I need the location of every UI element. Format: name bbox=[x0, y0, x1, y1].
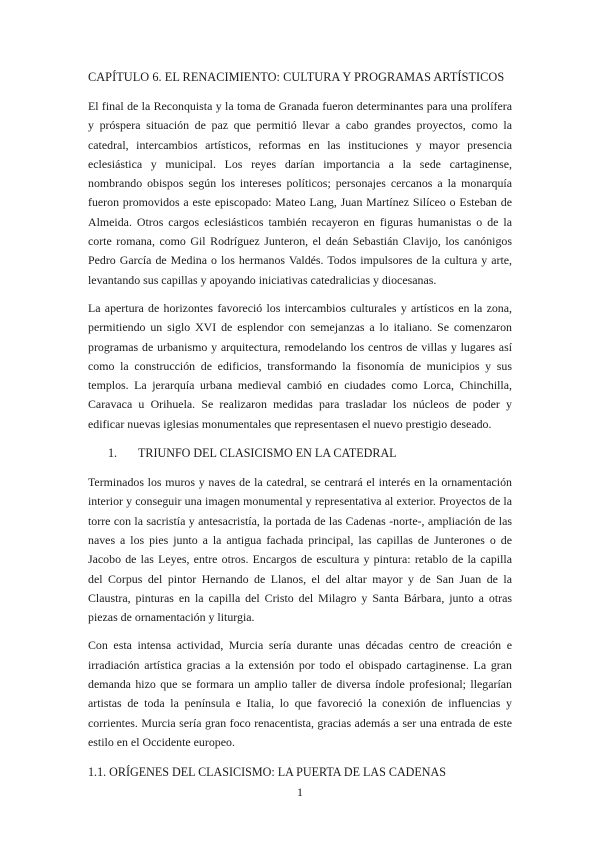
section-number: 1. bbox=[108, 446, 118, 461]
section-title: TRIUNFO DEL CLASICISMO EN LA CATEDRAL bbox=[138, 446, 397, 461]
paragraph-1: El final de la Reconquista y la toma de Granada fueron determinantes para una prolífera y próspera situación de paz que permitió llevar a cabo grandes proyectos, como la catedral, intercambios artísticos, reformas en las instituciones y mayor presencia eclesiástica y municipal. Los reyes darían importancia a la sede cartaginense, nombrando obispos según los intereses políticos; personajes cercanos a la monarquía fueron promovidos a este episcopado: Mateo Lang, Juan Martínez Silíceo o Esteban de Almeida. Otros cargos eclesiásticos también recayeron en figuras humanistas o de la corte romana, como Gil Rodríguez Junteron, el deán Sebastián Clavijo, los canónigos Pedro García de Medina o los hermanos Valdés. Todos impulsores de la cultura y arte, levantando sus capillas y apoyando iniciativas catedralicias y diocesanas. bbox=[88, 99, 512, 287]
paragraph-2: La apertura de horizontes favoreció los intercambios culturales y artísticos en la zona, permitiendo un siglo XVI de esplendor con semejanzas a lo italiano. Se comenzaron programas de urbanismo y arquitectura, remodelando los centros de villas y lugares así como la construcción de edificios, transformando la fisonomía de municipios y sus templos. La jerarquía urbana medieval cambió en ciudades como Lorca, Chinchilla, Caravaca u Orihuela. Se realizaron medidas para trasladar los núcleos de poder y edificar nuevas iglesias monumentales que representasen el nuevo prestigio deseado. bbox=[88, 300, 512, 431]
chapter-title: CAPÍTULO 6. EL RENACIMIENTO: CULTURA Y PROGRAMAS ARTÍSTICOS bbox=[88, 70, 505, 84]
paragraph-4: Con esta intensa actividad, Murcia sería durante unas décadas centro de creación e irradiación artística gracias a la extensión por todo el obispado cartaginense. La gran demanda hizo que se formara un amplio taller de diversa índole profesional; llegarían artistas de toda la península e Italia, lo que favoreció la conexión de influencias y corrientes. Murcia sería gran foco renacentista, gracias además a ser una entrada de este estilo en el Occidente europeo. bbox=[88, 638, 512, 749]
subsection-heading: 1.1. ORÍGENES DEL CLASICISMO: LA PUERTA DE LAS CADENAS bbox=[88, 765, 446, 780]
paragraph-3: Terminados los muros y naves de la catedral, se centrará el interés en la ornamentación interior y conseguir una imagen monumental y representativa al exterior. Proyectos de la torre con la sacristía y antesacristía, la portada de las Cadenas -norte-, ampliación de las naves a los pies junto a la antigua fachada principal, las capillas de Junterones o de Jacobo de las Leyes, entre otros. Encargos de escultura y pintura: retablo de la capilla del Corpus del pintor Hernando de Llanos, el del altar mayor y de San Juan de la Claustra, pinturas en la capilla del Cristo del Milagro y Santa Bárbara, junto a otras piezas de ornamentación y liturgia. bbox=[88, 475, 512, 625]
section-heading bbox=[108, 446, 512, 461]
page-number: 1 bbox=[297, 785, 303, 799]
